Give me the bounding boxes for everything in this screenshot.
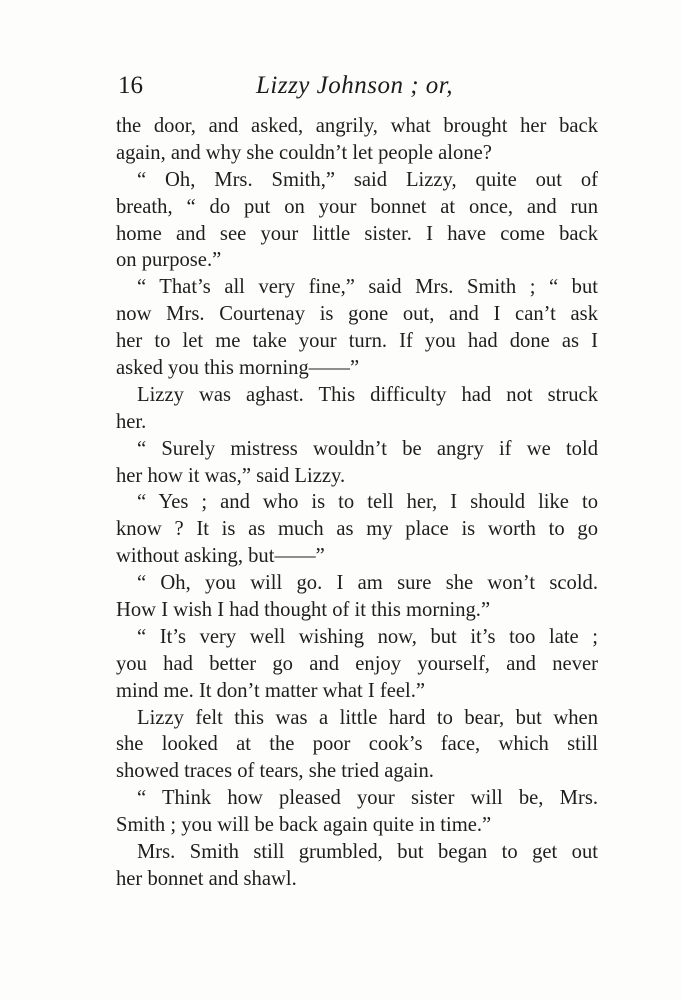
- text-line: How I wish I had thought of it this morning.”: [116, 599, 491, 622]
- text-line: know ? It is as much as my place is worth to go: [116, 518, 598, 541]
- text-line: Lizzy felt this was a little hard to bear, but when: [137, 706, 598, 729]
- text-line: mind me. It don’t matter what I feel.”: [116, 679, 425, 702]
- text-line: on purpose.”: [116, 249, 222, 272]
- text-line: Mrs. Smith still grumbled, but began to get out: [137, 841, 598, 864]
- text-line: “ Yes ; and who is to tell her, I should like to: [137, 491, 598, 514]
- text-line: the door, and asked, angrily, what brought her back: [116, 115, 598, 137]
- text-line: her.: [116, 410, 147, 433]
- text-line: “ It’s very well wishing now, but it’s too late ;: [137, 625, 598, 648]
- text-line: “ Surely mistress wouldn’t be angry if we told: [137, 437, 598, 460]
- body-text: [116, 113, 598, 893]
- text-line: you had better go and enjoy yourself, and never: [116, 652, 598, 675]
- text-line: home and see your little sister. I have come back: [116, 222, 598, 245]
- text-line: she looked at the poor cook’s face, which still: [116, 733, 598, 756]
- text-line: breath, “ do put on your bonnet at once, and run: [116, 195, 598, 218]
- text-line: “ That’s all very fine,” said Mrs. Smith ; “ but: [137, 276, 598, 299]
- text-line: her bonnet and shawl.: [116, 867, 297, 890]
- text-line: again, and why she couldn’t let people alone?: [116, 141, 492, 164]
- text-line: “ Oh, Mrs. Smith,” said Lizzy, quite out of: [137, 168, 598, 191]
- text-line: now Mrs. Courtenay is gone out, and I can’t ask: [116, 303, 598, 326]
- text-line: “ Oh, you will go. I am sure she won’t scold.: [137, 572, 598, 595]
- text-line: without asking, but——”: [116, 545, 325, 568]
- text-line: her how it was,” said Lizzy.: [116, 464, 346, 487]
- text-line: “ Think how pleased your sister will be, Mrs.: [137, 787, 598, 810]
- running-head: Lizzy Johnson ; or,: [256, 72, 454, 99]
- text-line: her to let me take your turn. If you had done as I: [116, 330, 598, 353]
- page-header: [116, 72, 598, 104]
- page-number: 16: [118, 72, 143, 99]
- text-line: Lizzy was aghast. This difficulty had not struck: [137, 383, 598, 406]
- text-line: showed traces of tears, she tried again.: [116, 760, 434, 783]
- text-line: Smith ; you will be back again quite in time.”: [116, 814, 492, 837]
- text-line: asked you this morning——”: [116, 357, 360, 380]
